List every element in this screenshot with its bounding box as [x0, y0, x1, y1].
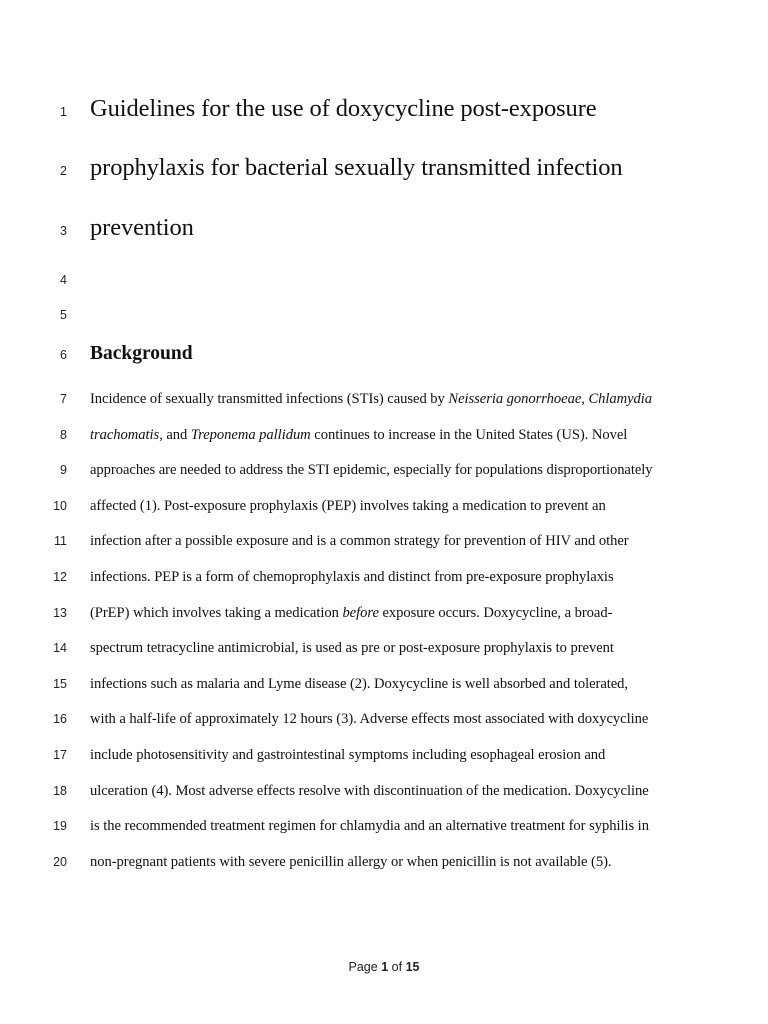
text-segment: infection after a possible exposure and is a common strategy for prevention of HIV and other — [90, 533, 629, 550]
footer-current-page: 1 — [381, 960, 389, 974]
body-text — [90, 818, 649, 835]
italic-text: Treponema pallidum — [190, 426, 311, 443]
body-text — [90, 533, 629, 550]
line-number: 16 — [53, 712, 67, 727]
line-number: 13 — [53, 605, 67, 620]
section-heading-line — [0, 343, 768, 373]
footer-separator: of — [391, 960, 403, 974]
line-number: 1 — [60, 105, 67, 119]
body-text — [90, 783, 649, 800]
line-number: 20 — [53, 854, 67, 869]
title-text: Guidelines for the use of doxycycline post-exposure — [90, 95, 597, 122]
text-segment: is the recommended treatment regimen for chlamydia and an alternative treatment for syphilis in — [90, 818, 649, 835]
text-segment: affected (1). Post-exposure prophylaxis (PEP) involves taking a medication to prevent an — [90, 497, 606, 514]
italic-text: Chlamydia — [588, 391, 653, 407]
body-line — [0, 676, 768, 706]
body-line — [0, 854, 768, 884]
body-line — [0, 711, 768, 741]
italic-text: trachomatis — [90, 426, 160, 443]
body-line — [0, 391, 768, 421]
blank-line — [0, 308, 768, 338]
body-line — [0, 605, 768, 635]
line-number: 9 — [60, 463, 67, 478]
text-segment: with a half-life of approximately 12 hours (3). Adverse effects most associated with doxycycline — [90, 711, 649, 728]
body-line — [0, 498, 768, 528]
line-number: 8 — [60, 427, 67, 442]
body-text — [90, 427, 627, 444]
body-line — [0, 747, 768, 777]
title-line — [0, 214, 768, 244]
footer-prefix: Page — [348, 960, 378, 974]
body-line — [0, 818, 768, 848]
line-number: 11 — [54, 534, 67, 549]
text-segment: Incidence of sexually transmitted infections (STIs) caused by — [90, 391, 449, 407]
line-number: 17 — [53, 748, 67, 762]
body-text — [90, 605, 612, 622]
body-line — [0, 462, 768, 492]
text-segment: continues to increase in the United States (US). Novel — [310, 426, 628, 443]
text-segment: exposure occurs. Doxycycline, a broad- — [378, 604, 613, 621]
body-line — [0, 783, 768, 813]
body-text — [90, 711, 648, 728]
body-line — [0, 640, 768, 670]
line-number: 7 — [60, 392, 67, 406]
italic-text: Neisseria gonorrhoeae — [448, 391, 582, 407]
line-number: 6 — [60, 348, 67, 362]
body-line — [0, 569, 768, 599]
body-text — [90, 462, 653, 479]
body-line — [0, 427, 768, 457]
line-number: 18 — [53, 783, 67, 798]
line-number: 2 — [60, 164, 67, 178]
title-line — [0, 154, 768, 184]
body-text — [90, 676, 628, 693]
line-number: 19 — [53, 819, 67, 834]
body-text — [90, 391, 652, 408]
line-number: 14 — [53, 641, 67, 656]
text-segment: (PrEP) which involves taking a medication — [90, 604, 343, 621]
text-segment: , and — [159, 426, 191, 443]
text-segment: , — [581, 391, 589, 407]
body-line — [0, 533, 768, 563]
title-line — [0, 95, 768, 125]
body-text — [90, 854, 612, 871]
line-number: 10 — [53, 498, 67, 513]
line-number: 4 — [60, 273, 67, 287]
text-segment: non-pregnant patients with severe penicillin allergy or when penicillin is not available (5). — [90, 853, 612, 870]
text-segment: include photosensitivity and gastrointestinal symptoms including esophageal erosion and — [90, 747, 606, 763]
line-number: 12 — [53, 570, 67, 584]
body-text — [90, 498, 606, 515]
text-segment: ulceration (4). Most adverse effects resolve with discontinuation of the medication. Doxycycline — [90, 782, 649, 799]
title-text: prophylaxis for bacterial sexually transmitted infection — [90, 154, 623, 181]
blank-line — [0, 273, 768, 303]
page-footer — [0, 960, 768, 974]
line-number: 15 — [53, 676, 67, 691]
text-segment: approaches are needed to address the STI epidemic, especially for populations disproportionately — [90, 462, 653, 479]
body-text — [90, 640, 614, 657]
line-number: 3 — [60, 224, 67, 238]
italic-text: before — [342, 604, 379, 621]
section-heading: Background — [90, 343, 193, 364]
line-number: 5 — [60, 308, 67, 322]
body-text — [90, 747, 605, 764]
text-segment: infections. PEP is a form of chemoprophylaxis and distinct from pre-exposure prophylaxis — [90, 569, 614, 585]
footer-total-pages: 15 — [405, 960, 420, 974]
text-segment: infections such as malaria and Lyme disease (2). Doxycycline is well absorbed and tolerated, — [90, 675, 629, 692]
title-text: prevention — [90, 214, 194, 241]
text-segment: spectrum tetracycline antimicrobial, is used as pre or post-exposure prophylaxis to prevent — [90, 640, 614, 657]
body-text — [90, 569, 614, 586]
